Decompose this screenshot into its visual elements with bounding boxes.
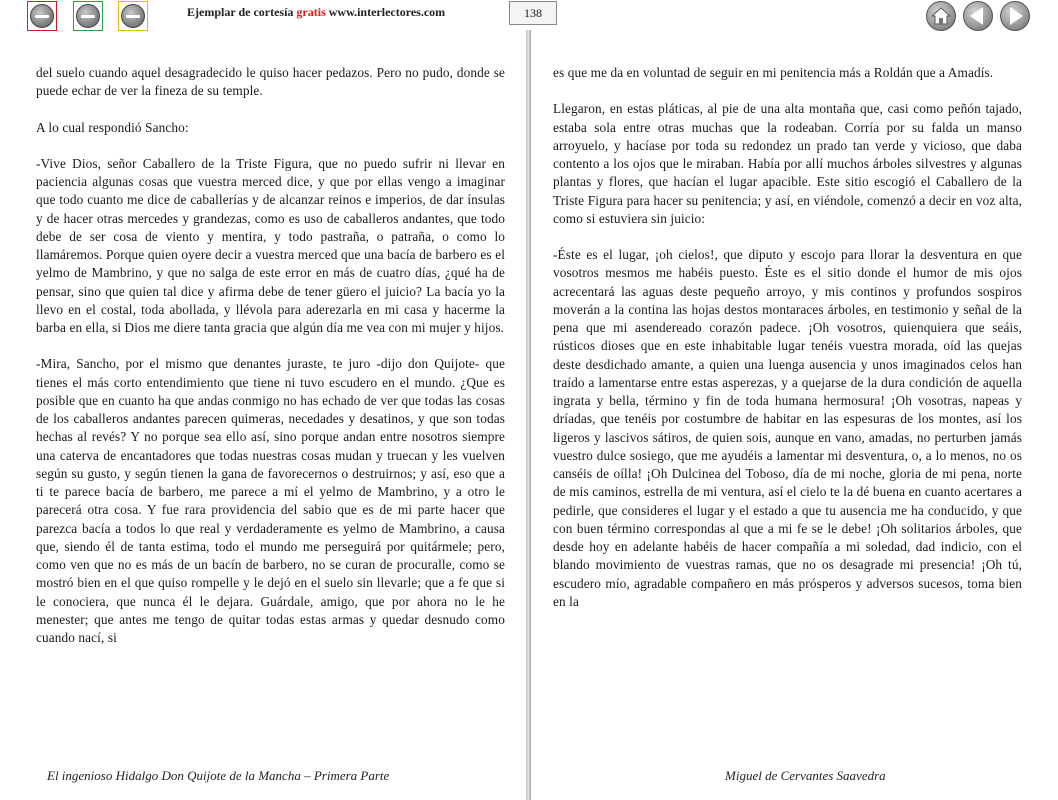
right-page-text [553, 64, 1022, 629]
minimize-icon [30, 4, 54, 28]
footer-book-title: El ingenioso Hidalgo Don Quijote de la Mancha – Primera Parte [47, 768, 390, 783]
paragraph: -Mira, Sancho, por el mismo que denantes juraste, te juro -dijo don Quijote- que tienes el más corto entendimiento que tiene ni tuvo escudero en el mundo. ¿Que es posible que en cuanto ha que andas conmigo no has echado de ver que todas las cosas de los caballeros andantes parecen quimeras, necedades y desatinos, y que son todas hechas al revés? Y no porque sea ello así, sino porque andan entre nosotros siempre una caterva de encantadores que todas nuestras cosas mudan y truecan y les vuelven según su gusto, y según tienen la gana de favorecernos o destruirnos; y así, eso que a ti te parece bacía de barbero, me parece a mí el yelmo de Mambrino, y a otro le parecerá otra cosa. Y fue rara providencia del sabio que es de mi parte hacer que parezca bacía a todos lo que real y verdaderamente es yelmo de Mambrino, a causa que, siendo él de tanta estima, todo el mundo me perseguirá por quitármele; pero, como ven que no es más de un bacín de barbero, no se curan de procuralle, como se mostró bien en el que quiso rompelle y le dejó en el suelo sin llevarle; que a fe que si le conociera, que nunca él le dejara. Guárdale, amigo, que por ahora no le he menester; que antes me tengo de quitar todas estas armas y quedar desnudo como cuando nací, si [36, 356, 505, 645]
paragraph: del suelo cuando aquel desagradecido le quiso hacer pedazos. Pero no pudo, donde se puede echar de ver la fineza de su temple. [36, 65, 505, 99]
paragraph: es que me da en voluntad de seguir en mi penitencia más a Roldán que a Amadís. [553, 65, 994, 80]
footer-author: Miguel de Cervantes Saavedra [725, 768, 886, 783]
home-button[interactable] [926, 1, 956, 31]
header-highlight: gratis [296, 5, 326, 19]
previous-page-icon [970, 7, 983, 25]
page-divider [526, 30, 531, 800]
previous-page-button[interactable] [963, 1, 993, 31]
next-page-icon [1010, 7, 1023, 25]
minimize-icon [76, 4, 100, 28]
next-page-button[interactable] [1000, 1, 1030, 31]
paragraph: -Vive Dios, señor Caballero de la Triste Figura, que no puedo sufrir ni llevar en paciencia algunas cosas que vuestra merced dice, y que por ellas vengo a imaginar que todo cuanto me dice de caballerías y de alcanzar reinos e imperios, de dar ínsulas y de hacer otras mercedes y grandezas, como es uso de caballeros andantes, que todo debe de ser cosa de viento y mentira, y todo pastraña, o patraña, o como lo llamáremos. Porque quien oyere decir a vuestra merced que una bacía de barbero es el yelmo de Mambrino, y que no salga de este error en más de cuatro días, ¿qué ha de pensar, sino que quien tal dice y afirma debe de tener güero el juicio? La bacía yo la llevo en el costal, toda abollada, y llévola para aderezarla en mi casa y hacerme la barba en ella, si Dios me diere tanta gracia que algún día me vea con mi mujer y hijos. [36, 155, 505, 335]
paragraph: Llegaron, en estas pláticas, al pie de una alta montaña que, casi como peñón tajado, estaba sola entre otras muchas que la rodeaban. Corría por su falda un manso arroyuelo, y hacíase por toda su redondez un prado tan verde y vicioso, que daba contento a los ojos que le miraban. Había por allí muchos árboles silvestres y algunas plantas y flores, que hacían el lugar apacible. Este sitio escogió el Caballero de la Triste Figura para hacer su penitencia; y así, en viéndole, comenzó a decir en voz alta, como si estuviera sin juicio: [553, 101, 1022, 226]
minimize-button-green[interactable] [73, 1, 103, 31]
page-number: 138 [509, 1, 557, 25]
home-icon [931, 7, 951, 25]
minimize-button-red[interactable] [27, 1, 57, 31]
header-courtesy-text [187, 5, 445, 20]
left-page-text [36, 64, 505, 665]
minimize-icon [121, 4, 145, 28]
minimize-button-yellow[interactable] [118, 1, 148, 31]
paragraph: A lo cual respondió Sancho: [36, 119, 189, 135]
header-url[interactable]: www.interlectores.com [328, 5, 446, 19]
paragraph: -Éste es el lugar, ¡oh cielos!, que diputo y escojo para llorar la desventura en que vosotros mesmos me habéis puesto. Éste es el sitio donde el humor de mis ojos acrecentará las aguas deste pequeño arroyo, y mis continos y profundos sospiros moverán a la contina las hojas destos montaraces árboles, en testimonio y señal de la pena que mi asendereado corazón padece. ¡Oh vosotros, quienquiera que seáis, rústicos dioses que en este inhabitable lugar tenéis vuestra morada, oíd las quejas deste desdichado amante, a quien una luenga ausencia y unos imaginados celos han traído a lamentarse entre estas asperezas, y a quejarse de la dura condición de aquella ingrata y bella, término y fin de toda humana hermosura! ¡Oh vosotras, napeas y dríadas, que tenéis por costumbre de habitar en las espesuras de los montes, así los ligeros y lascivos sátiros, de quien sois, aunque en vano, amadas, no perturben jamás vuestro dulce sosiego, que me ayudéis a lamentar mi desventura, o, a lo menos, no os canséis de oílla! ¡Oh Dulcinea del Toboso, día de mi noche, gloria de mi pena, norte de mis caminos, estrella de mi ventura, así el cielo te la dé buena en cuanto acertares a pedirle, que consideres el lugar y el estado a que tu ausencia me ha conducido, y que con buen término correspondas al que a mi fe se le debe! ¡Oh solitarios árboles, que desde hoy en adelante habéis de hacer compañía a mi soledad, dad indicio, con el blando movimiento de vuestras ramas, que no os desagrade mi presencia! ¡Oh tú, escudero mío, agradable compañero en más prósperos y adversos sucesos, toma bien en la [553, 247, 1022, 609]
header-prefix: Ejemplar de cortesía [187, 5, 294, 19]
